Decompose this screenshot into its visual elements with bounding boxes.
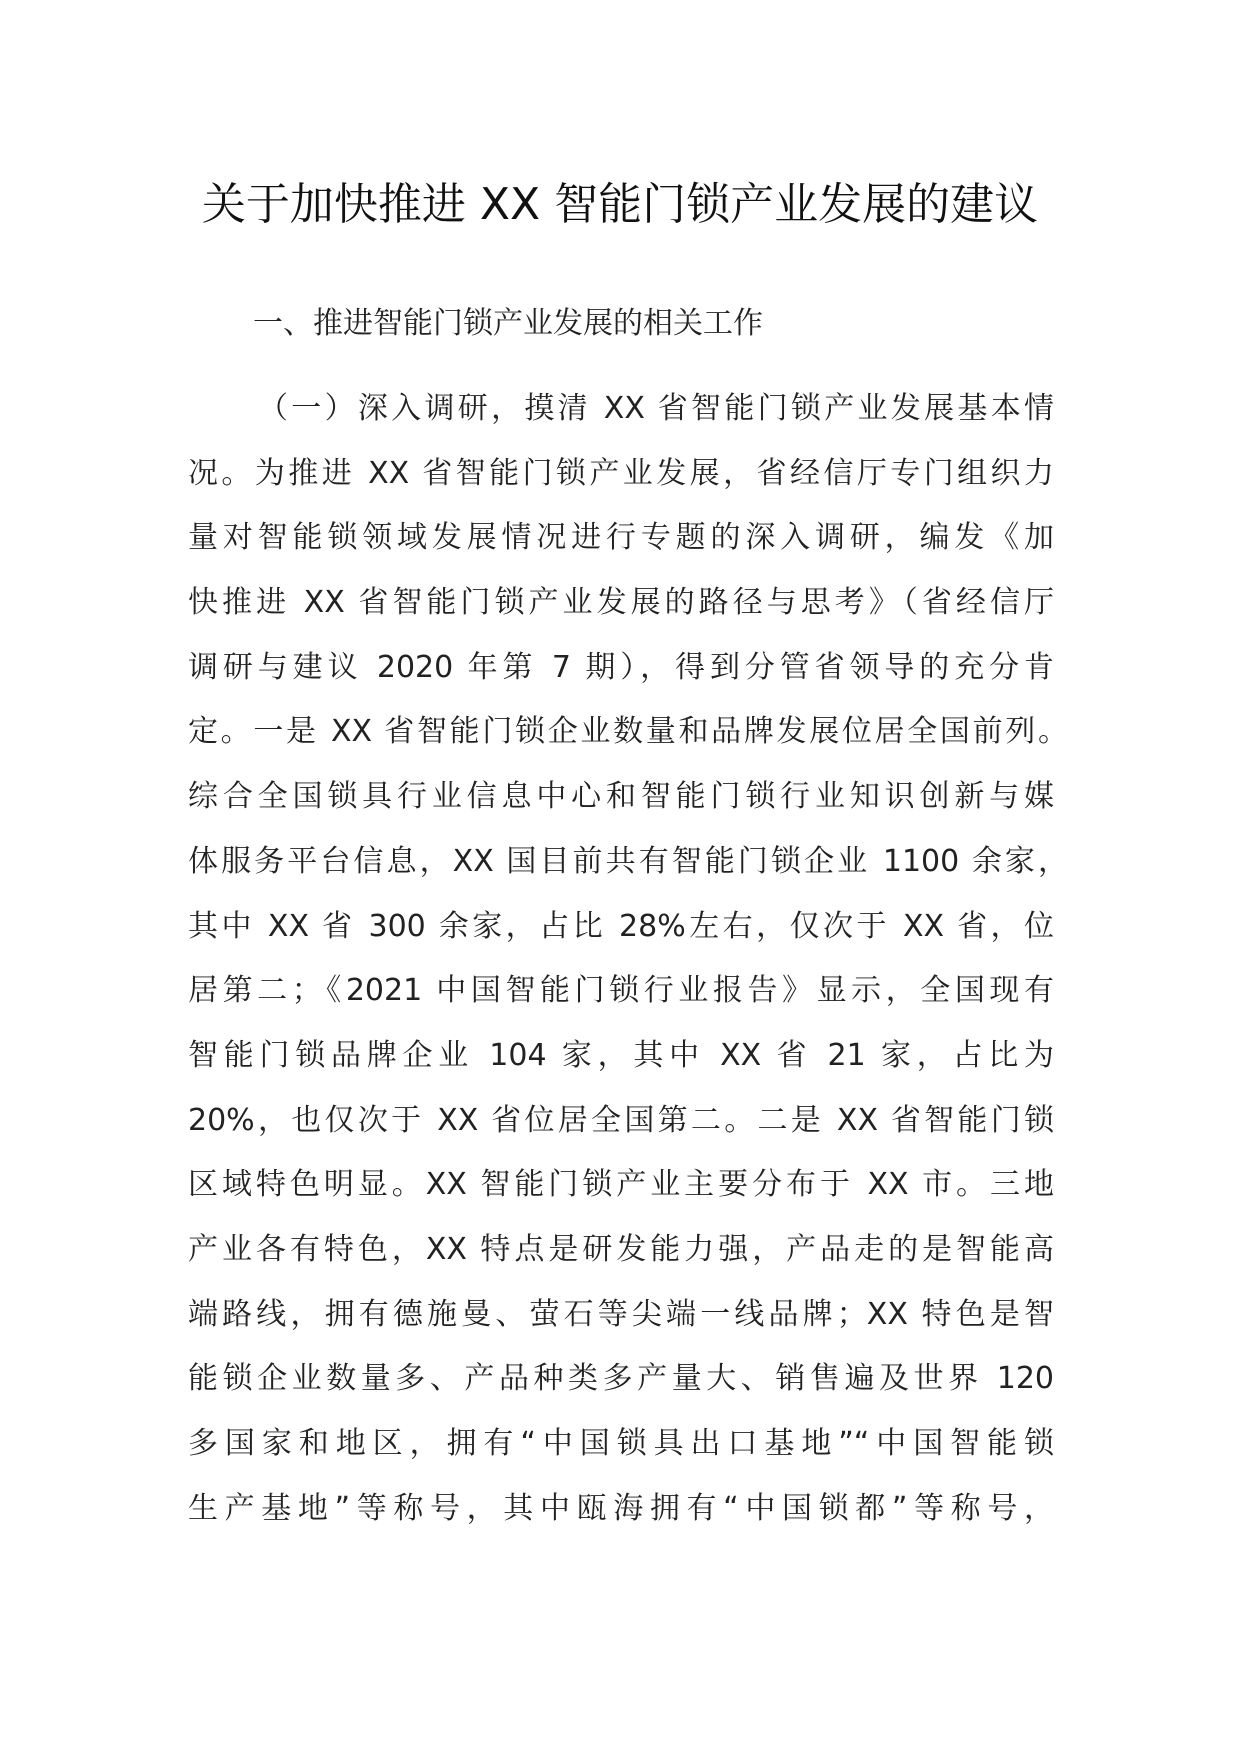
- document-title: 关于加快推进 XX 智能门锁产业发展的建议: [201, 179, 1039, 230]
- paragraph-line: 生产基地”等称号，其中瓯海拥有“中国锁都”等称号，: [188, 1490, 1054, 1526]
- paragraph-line: 快推进 XX 省智能门锁产业发展的路径与思考》（省经信厅: [188, 585, 1054, 621]
- paragraph-line: 区域特色明显。XX 智能门锁产业主要分布于 XX 市。三地: [188, 1167, 1054, 1203]
- paragraph-line: 居第二；《2021 中国智能门锁行业报告》显示，全国现有: [188, 973, 1054, 1009]
- paragraph-line: 能锁企业数量多、产品种类多产量大、销售遍及世界 120: [188, 1361, 1054, 1397]
- paragraph-line: 况。为推进 XX 省智能门锁产业发展，省经信厅专门组织力: [188, 455, 1054, 491]
- paragraph-line: 多国家和地区，拥有“中国锁具出口基地”“中国智能锁: [188, 1426, 1054, 1461]
- paragraph-line: 定。一是 XX 省智能门锁企业数量和品牌发展位居全国前列。: [188, 714, 1068, 750]
- paragraph-line: 端路线，拥有德施曼、萤石等尖端一线品牌；XX 特色是智: [188, 1296, 1054, 1332]
- paragraph-line: 20%，也仅次于 XX 省位居全国第二。二是 XX 省智能门锁: [188, 1102, 1054, 1138]
- section-heading: 一、推进智能门锁产业发展的相关工作: [253, 306, 763, 341]
- paragraph-line: 量对智能锁领域发展情况进行专题的深入调研，编发《加: [188, 520, 1054, 556]
- paragraph-line: 综合全国锁具行业信息中心和智能门锁行业知识创新与媒: [188, 779, 1054, 815]
- paragraph-line: 智能门锁品牌企业 104 家，其中 XX 省 21 家，占比为: [188, 1037, 1054, 1073]
- body-paragraph: [188, 385, 1068, 1549]
- paragraph-line: 其中 XX 省 300 余家，占比 28%左右，仅次于 XX 省，位: [188, 908, 1054, 944]
- paragraph-line: 调研与建议 2020 年第 7 期），得到分管省领导的充分肯: [188, 649, 1054, 685]
- paragraph-line: 产业各有特色，XX 特点是研发能力强，产品走的是智能高: [188, 1231, 1054, 1267]
- paragraph-line: （一）深入调研，摸清 XX 省智能门锁产业发展基本情: [258, 391, 1054, 426]
- paragraph-line: 体服务平台信息，XX 国目前共有智能门锁企业 1100 余家，: [188, 843, 1068, 879]
